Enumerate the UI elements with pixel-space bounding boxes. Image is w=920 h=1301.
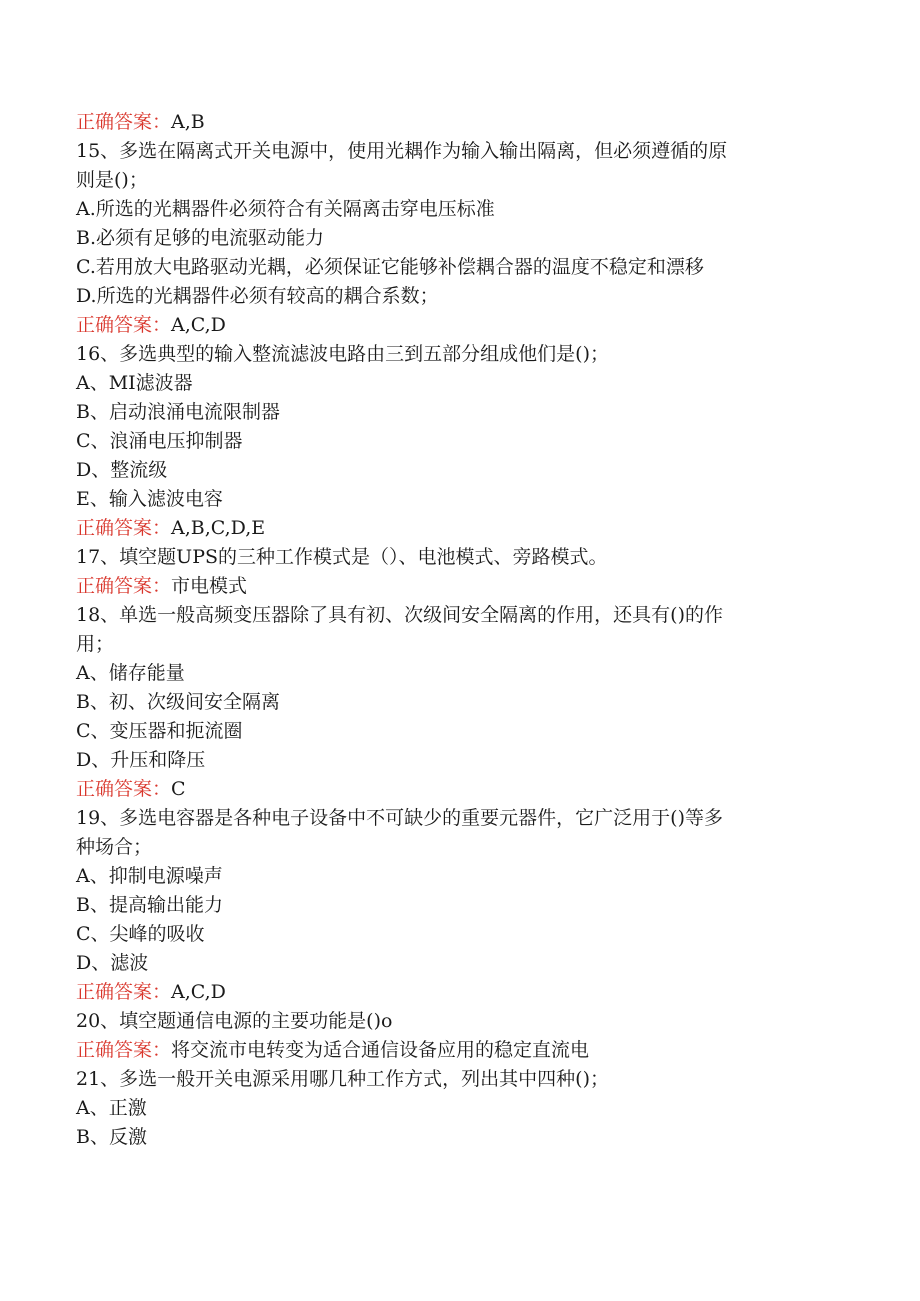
question-text-continued: 种场合； [76, 836, 153, 858]
option-item: A、正激 [76, 1097, 147, 1119]
option-item: B、初、次级间安全隔离 [76, 691, 280, 713]
answer-label: 正确答案： [76, 517, 172, 539]
option-item: D、整流级 [76, 459, 168, 481]
option-item: A、抑制电源噪声 [76, 865, 223, 887]
answer-value: 将交流市电转变为适合通信设备应用的稳定直流电 [171, 1039, 590, 1061]
answer-label: 正确答案： [76, 575, 172, 597]
option-item: B.必须有足够的电流驱动能力 [76, 227, 325, 249]
option-item: C、变压器和扼流圈 [76, 720, 243, 742]
question-text-continued: 则是()； [76, 169, 148, 191]
answer-label: 正确答案： [76, 981, 172, 1003]
option-item: A、MI滤波器 [76, 372, 193, 394]
answer-value: A,B [171, 111, 205, 133]
answer-line [76, 108, 866, 137]
answer-label: 正确答案： [76, 314, 172, 336]
question-text: 20、填空题通信电源的主要功能是()o [76, 1010, 393, 1032]
answer-label: 正确答案： [76, 111, 172, 133]
option-item: D.所选的光耦器件必须有较高的耦合系数； [76, 285, 439, 307]
question-text: 15、多选在隔离式开关电源中，使用光耦作为输入输出隔离，但必须遵循的原 [76, 140, 728, 162]
answer-value: A,B,C,D,E [171, 517, 266, 539]
question-text-continued: 用； [76, 633, 115, 655]
option-item: B、提高输出能力 [76, 894, 223, 916]
answer-line [76, 514, 866, 543]
option-item: D、升压和降压 [76, 749, 206, 771]
answer-line [76, 775, 866, 804]
option-item: C、尖峰的吸收 [76, 923, 205, 945]
answer-value: A,C,D [171, 981, 226, 1003]
answer-value: A,C,D [171, 314, 226, 336]
option-item: C、浪涌电压抑制器 [76, 430, 243, 452]
answer-value: C [171, 778, 186, 800]
option-item: A.所选的光耦器件必须符合有关隔离击穿电压标准 [76, 198, 495, 220]
option-item: B、反激 [76, 1126, 147, 1148]
option-item: A、储存能量 [76, 662, 185, 684]
question-text: 19、多选电容器是各种电子设备中不可缺少的重要元器件，它广泛用于()等多 [76, 807, 724, 829]
question-text: 16、多选典型的输入整流滤波电路由三到五部分组成他们是()； [76, 343, 610, 365]
document-page [76, 108, 866, 1152]
answer-line [76, 572, 866, 601]
option-item: B、启动浪涌电流限制器 [76, 401, 280, 423]
answer-line [76, 978, 866, 1007]
answer-line [76, 311, 866, 340]
option-item: E、输入滤波电容 [76, 488, 223, 510]
option-item: D、滤波 [76, 952, 149, 974]
question-text: 18、单选一般高频变压器除了具有初、次级间安全隔离的作用，还具有()的作 [76, 604, 724, 626]
option-item: C.若用放大电路驱动光耦，必须保证它能够补偿耦合器的温度不稳定和漂移 [76, 256, 704, 278]
answer-line [76, 1036, 866, 1065]
answer-label: 正确答案： [76, 1039, 172, 1061]
question-text: 17、填空题UPS的三种工作模式是（）、电池模式、旁路模式。 [76, 546, 608, 568]
answer-label: 正确答案： [76, 778, 172, 800]
question-text: 21、多选一般开关电源采用哪几种工作方式，列出其中四种()； [76, 1068, 610, 1090]
answer-value: 市电模式 [171, 575, 248, 597]
